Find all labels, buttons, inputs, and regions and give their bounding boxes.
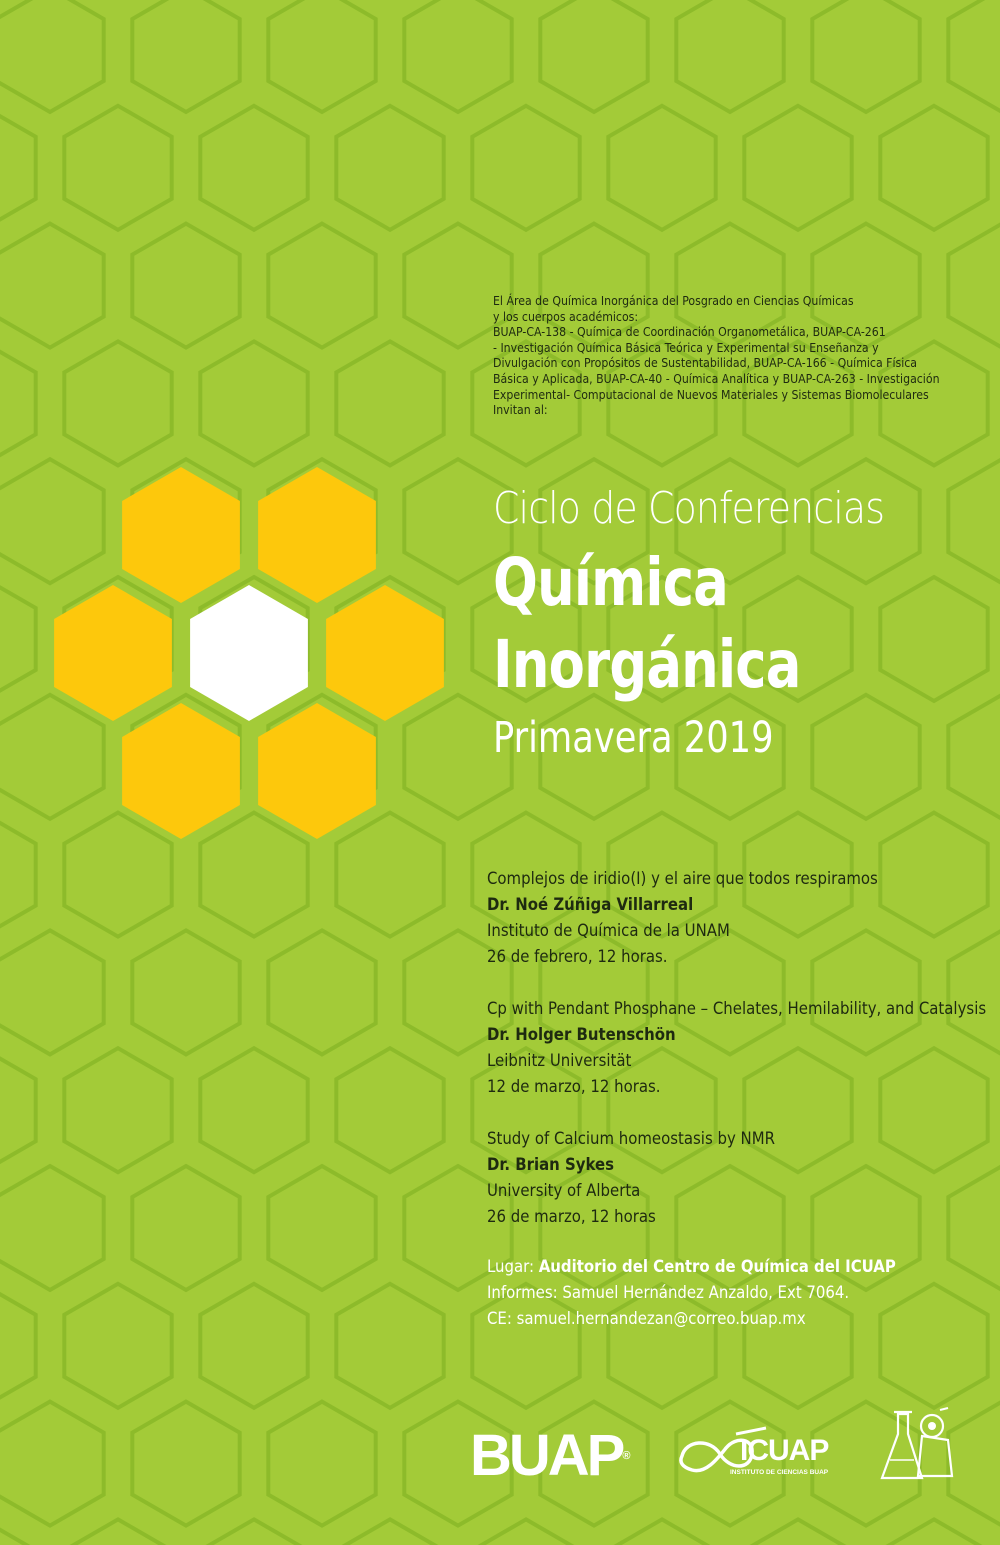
venue-email: CE: samuel.hernandezan@correo.buap.mx	[487, 1309, 806, 1328]
flask-logo-icon	[878, 1404, 958, 1484]
talk-date: 26 de marzo, 12 horas	[487, 1207, 656, 1226]
intro-line: Divulgación con Propósitos de Sustentabilidad, BUAP-CA-166 - Química Física	[493, 356, 918, 371]
intro-line: - Investigación Química Básica Teórica y Experimental su Enseñanza y	[493, 340, 879, 355]
talk-speaker: Dr. Brian Sykes	[487, 1155, 614, 1174]
intro-line: El Área de Química Inorgánica del Posgrado en Ciencias Químicas	[493, 294, 854, 308]
icuap-logo-subtitle: INSTITUTO DE CIENCIAS BUAP	[730, 1469, 829, 1476]
series-title: Ciclo de Conferencias	[493, 483, 885, 534]
intro-line: y los cuerpos académicos:	[493, 309, 639, 324]
yellow-hexagon	[258, 467, 376, 603]
venue-place	[487, 1254, 896, 1280]
center-white-hexagon	[190, 585, 308, 721]
talk-speaker: Dr. Holger Butenschön	[487, 1025, 676, 1044]
intro-line: Experimental- Computacional de Nuevos Materiales y Sistemas Biomoleculares	[493, 387, 929, 402]
venue-place-label: Lugar:	[487, 1257, 539, 1276]
talk-item	[487, 1126, 987, 1230]
yellow-hexagon	[54, 585, 172, 721]
buap-registered-mark: ®	[622, 1450, 631, 1462]
talk-date: 26 de febrero, 12 horas.	[487, 947, 668, 966]
intro-line: Invitan al:	[493, 403, 548, 418]
intro-line: Básica y Aplicada, BUAP-CA-40 - Química Analítica y BUAP-CA-263 - Investigación	[493, 371, 940, 386]
venue-info	[487, 1254, 896, 1332]
buap-logo	[470, 1423, 631, 1488]
talk-date: 12 de marzo, 12 horas.	[487, 1077, 661, 1096]
talks-list	[487, 866, 987, 1256]
yellow-hexagon	[122, 703, 240, 839]
venue-contact: Informes: Samuel Hernández Anzaldo, Ext 7064.	[487, 1283, 850, 1302]
intro-text	[493, 294, 963, 419]
talk-institution: University of Alberta	[487, 1181, 641, 1200]
yellow-hexagon	[258, 703, 376, 839]
intro-line: BUAP-CA-138 - Química de Coordinación Organometálica, BUAP-CA-261	[493, 325, 886, 340]
talk-item	[487, 996, 987, 1100]
main-title-line1: Química	[493, 544, 729, 621]
season-title: Primavera 2019	[493, 713, 774, 763]
talk-institution: Leibnitz Universität	[487, 1051, 632, 1070]
venue-place-value: Auditorio del Centro de Química del ICUAP	[538, 1257, 896, 1276]
yellow-hexagon	[122, 467, 240, 603]
talk-item	[487, 866, 987, 970]
yellow-hexagon	[326, 585, 444, 721]
main-title-line2: Inorgánica	[493, 626, 801, 703]
talk-speaker: Dr. Noé Zúñiga Villarreal	[487, 895, 694, 914]
talk-topic: Study of Calcium homeostasis by NMR	[487, 1129, 775, 1148]
talk-topic: Cp with Pendant Phosphane – Chelates, Hemilability, and Catalysis	[487, 999, 987, 1018]
talk-institution: Instituto de Química de la UNAM	[487, 921, 730, 940]
icuap-logo-text: ICUAP	[740, 1434, 829, 1467]
buap-logo-text: BUAP	[470, 1423, 623, 1488]
talk-topic: Complejos de iridio(I) y el aire que todos respiramos	[487, 869, 878, 888]
title-block	[493, 476, 948, 766]
